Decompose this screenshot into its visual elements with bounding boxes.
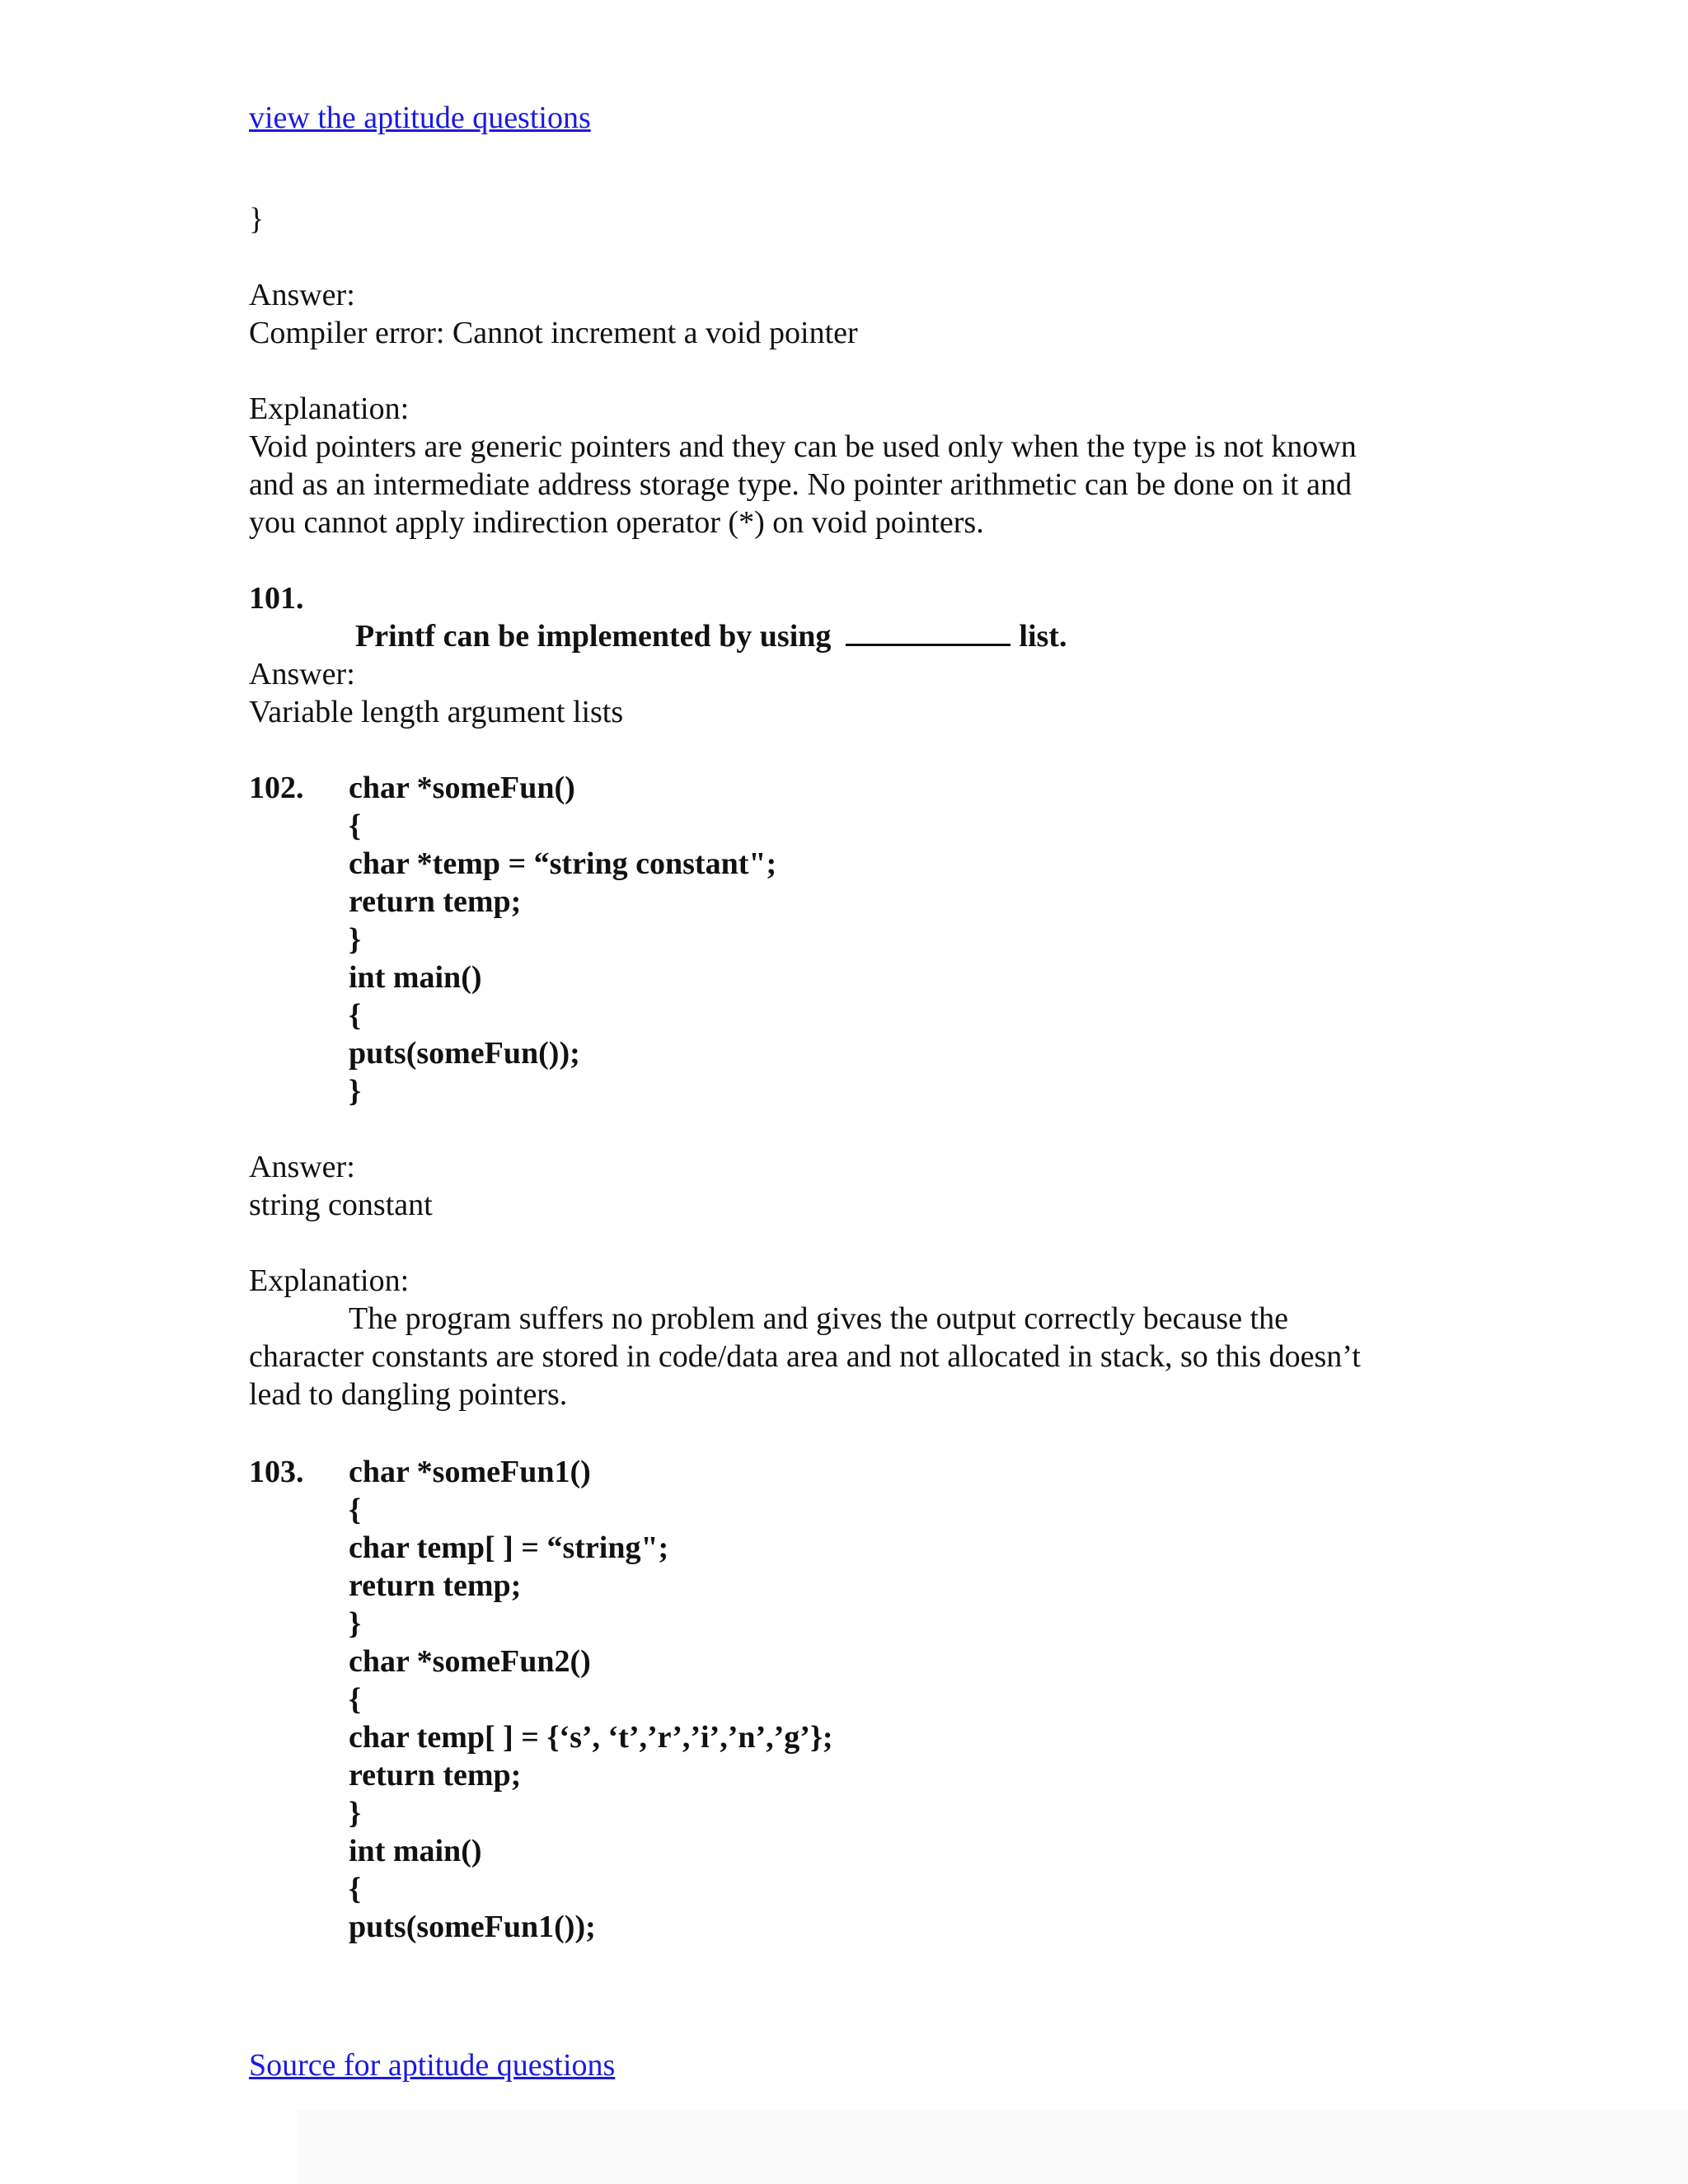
code-line: char temp[ ] = {‘s’, ‘t’,’r’,’i’,’n’,’g’}; bbox=[349, 1720, 833, 1755]
code-line: { bbox=[349, 998, 361, 1033]
code-line: int main() bbox=[349, 960, 482, 995]
code-line: } bbox=[349, 1074, 361, 1108]
question-text-end: list. bbox=[1019, 619, 1067, 654]
code-line: return temp; bbox=[349, 1758, 522, 1793]
explanation-line: you cannot apply indirection operator (*) on void pointers. bbox=[249, 505, 984, 540]
code-line: char *someFun() bbox=[349, 771, 575, 805]
explanation-line: lead to dangling pointers. bbox=[249, 1377, 568, 1412]
question-text bbox=[340, 579, 1067, 655]
question-number: 103. bbox=[249, 1455, 304, 1489]
explanation-line: Void pointers are generic pointers and they can be used only when the type is not known bbox=[249, 429, 1357, 464]
closing-brace: } bbox=[249, 202, 265, 237]
code-line: } bbox=[349, 1796, 361, 1830]
explanation-line: character constants are stored in code/data area and not allocated in stack, so this doesn’t bbox=[249, 1339, 1361, 1374]
answer-label: Answer: bbox=[249, 657, 355, 691]
code-line: } bbox=[349, 1606, 361, 1641]
code-line: { bbox=[349, 1682, 361, 1717]
explanation-label: Explanation: bbox=[249, 1263, 410, 1298]
question-text-start: Printf can be implemented by using bbox=[355, 619, 832, 654]
answer-text: Variable length argument lists bbox=[249, 695, 624, 729]
code-line: char temp[ ] = “string"; bbox=[349, 1530, 669, 1565]
code-line: puts(someFun()); bbox=[349, 1036, 580, 1071]
answer-text: string constant bbox=[249, 1188, 433, 1222]
code-line: { bbox=[349, 1493, 361, 1527]
code-line: char *temp = “string constant"; bbox=[349, 846, 777, 881]
code-line: return temp; bbox=[349, 1568, 522, 1603]
answer-text: Compiler error: Cannot increment a void pointer bbox=[249, 316, 858, 350]
code-line: int main() bbox=[349, 1834, 482, 1868]
source-aptitude-questions-link[interactable]: Source for aptitude questions bbox=[249, 2048, 616, 2083]
page-bottom-shade bbox=[297, 2110, 1688, 2184]
explanation-label: Explanation: bbox=[249, 391, 410, 426]
explanation-line: and as an intermediate address storage type. No pointer arithmetic can be done on it and bbox=[249, 467, 1352, 502]
code-line: char *someFun2() bbox=[349, 1644, 591, 1679]
answer-label: Answer: bbox=[249, 1150, 355, 1184]
code-line: puts(someFun1()); bbox=[349, 1910, 596, 1944]
fill-in-blank bbox=[846, 619, 1010, 646]
code-line: char *someFun1() bbox=[349, 1455, 591, 1489]
code-line: { bbox=[349, 808, 361, 843]
question-number: 102. bbox=[249, 771, 304, 805]
code-line: { bbox=[349, 1872, 361, 1906]
explanation-line: The program suffers no problem and gives the output correctly because the bbox=[349, 1301, 1288, 1336]
answer-label: Answer: bbox=[249, 278, 355, 312]
view-aptitude-questions-link[interactable]: view the aptitude questions bbox=[249, 101, 591, 135]
code-line: return temp; bbox=[349, 884, 522, 919]
code-line: } bbox=[349, 922, 361, 957]
question-number: 101. bbox=[249, 581, 304, 616]
